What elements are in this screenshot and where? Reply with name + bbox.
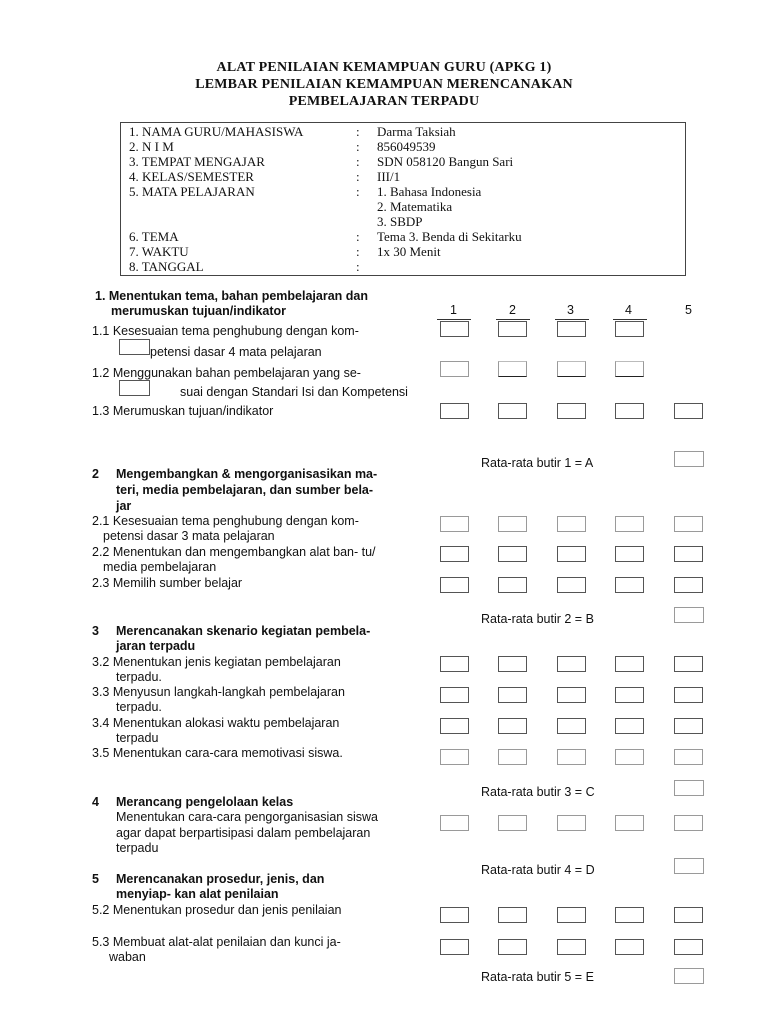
rata-rata-4-box[interactable] [674,858,704,874]
score-box-row7-col3[interactable] [557,656,586,672]
score-box-row9-col5[interactable] [674,718,703,734]
identity-value: 856049539 [377,139,436,154]
section-3-title-l2: jaran terpadu [116,639,196,653]
item-3-5: 3.5 Menentukan cara-cara memotivasi siswa. [92,746,343,760]
identity-box [120,122,686,276]
item-2-2-l2: media pembelajaran [103,560,217,574]
score-box-row5-col3[interactable] [557,546,586,562]
identity-label: 2. N I M [129,139,174,154]
scale-underline-2 [496,319,530,320]
score-box-row10-col3[interactable] [557,749,586,765]
section-4-title: Merancang pengelolaan kelas [116,795,294,809]
item-1-2-l1: 1.2 Menggunakan bahan pembelajaran yang se- [92,366,361,380]
score-box-row4-col2[interactable] [498,516,527,532]
section-2-title-l3: jar [116,499,132,513]
item-2-1-l1: 2.1 Kesesuaian tema penghubung dengan kom- [92,514,359,528]
score-box-row9-col2[interactable] [498,718,527,734]
score-box-row6-col4[interactable] [615,577,644,593]
item-5-3-l2: waban [109,950,146,964]
score-box-row13-col2[interactable] [498,939,527,955]
identity-value: III/1 [377,169,401,184]
score-box-row10-col5[interactable] [674,749,703,765]
rata-rata-1-label: Rata-rata butir 1 = A [481,456,594,470]
scale-underline-1 [437,319,471,320]
score-box-row2-col4[interactable] [615,361,644,377]
section-2-title-l1: Mengembangkan & mengorganisasikan ma- [116,467,378,481]
score-box-row12-col2[interactable] [498,907,527,923]
score-box-row13-col5[interactable] [674,939,703,955]
score-box-row2-col1[interactable] [440,361,469,377]
score-box-row11-col3[interactable] [557,815,586,831]
score-box-row9-col3[interactable] [557,718,586,734]
score-box-row1-col3[interactable] [557,321,586,337]
score-box-row6-col2[interactable] [498,577,527,593]
score-box-row6-col5[interactable] [674,577,703,593]
identity-label: 7. WAKTU [129,244,189,259]
score-box-row3-col1[interactable] [440,403,469,419]
score-box-row2-col2[interactable] [498,361,527,377]
score-box-row13-col3[interactable] [557,939,586,955]
identity-value: Tema 3. Benda di Sekitarku [377,229,522,244]
scale-label-3: 3 [567,303,574,317]
section-3-number: 3 [92,624,99,638]
score-box-row7-col5[interactable] [674,656,703,672]
score-box-row13-col1[interactable] [440,939,469,955]
score-box-row3-col3[interactable] [557,403,586,419]
score-box-row9-col4[interactable] [615,718,644,734]
rata-rata-5-label: Rata-rata butir 5 = E [481,970,594,984]
identity-colon: : [356,154,360,169]
page-title-line-1: ALAT PENILAIAN KEMAMPUAN GURU (APKG 1) [216,60,552,75]
section-4-desc-l1: Menentukan cara-cara pengorganisasian siswa [116,810,378,824]
item-3-4-l2: terpadu [116,731,159,745]
section-4-desc-l2: agar dapat berpartisipasi dalam pembelajaran [116,826,371,840]
identity-colon: : [356,229,360,244]
score-box-row8-col2[interactable] [498,687,527,703]
identity-label: 5. MATA PELAJARAN [129,184,255,199]
score-box-row7-col1[interactable] [440,656,469,672]
score-box-row11-col5[interactable] [674,815,703,831]
identity-value: 1x 30 Menit [377,244,441,259]
section-2-number: 2 [92,467,99,481]
item-3-3-l1: 3.3 Menyusun langkah-langkah pembelajaran [92,685,345,699]
identity-value: 3. SBDP [377,214,423,229]
score-box-row8-col4[interactable] [615,687,644,703]
identity-value: Darma Taksiah [377,124,456,139]
section-5-number: 5 [92,872,99,886]
scale-label-1: 1 [450,303,457,317]
identity-colon: : [356,244,360,259]
score-box-row11-col4[interactable] [615,815,644,831]
identity-colon: : [356,259,360,274]
score-box-row4-col1[interactable] [440,516,469,532]
item-3-3-l2: terpadu. [116,700,162,714]
scale-label-5: 5 [685,303,692,317]
score-box-row3-col5[interactable] [674,403,703,419]
score-box-row12-col4[interactable] [615,907,644,923]
score-box-row1-col1[interactable] [440,321,469,337]
score-box-row2-col3[interactable] [557,361,586,377]
score-box-row3-col2[interactable] [498,403,527,419]
item-2-3: 2.3 Memilih sumber belajar [92,576,243,590]
identity-label: 8. TANGGAL [129,259,204,274]
page-title-line-3: PEMBELAJARAN TERPADU [288,94,480,109]
rata-rata-2-box[interactable] [674,607,704,623]
scale-underline-4 [613,319,647,320]
item-1-1-inline-box[interactable] [119,339,150,355]
item-1-1-l2: petensi dasar 4 mata pelajaran [150,345,322,359]
score-box-row5-col4[interactable] [615,546,644,562]
section-5-title-l1: Merencanakan prosedur, jenis, dan [116,872,325,886]
identity-value: 1. Bahasa Indonesia [377,184,482,199]
score-box-row10-col2[interactable] [498,749,527,765]
item-1-2-l2: suai dengan Standari Isi dan Kompetensi [180,385,408,399]
item-2-2-l1: 2.2 Menentukan dan mengembangkan alat ban- tu/ [92,545,376,559]
section-3-title-l1: Merencanakan skenario kegiatan pembela- [116,624,371,638]
section-4-desc-l3: terpadu [116,841,159,855]
score-box-row6-col1[interactable] [440,577,469,593]
score-box-row9-col1[interactable] [440,718,469,734]
score-box-row12-col3[interactable] [557,907,586,923]
score-box-row11-col1[interactable] [440,815,469,831]
item-1-1-l1: 1.1 Kesesuaian tema penghubung dengan kom- [92,324,359,338]
identity-colon: : [356,184,360,199]
section-5-title-l2: menyiap- kan alat penilaian [116,887,279,901]
score-box-row12-col1[interactable] [440,907,469,923]
identity-colon: : [356,169,360,184]
identity-label: 1. NAMA GURU/MAHASISWA [129,124,304,139]
section-2-title-l2: teri, media pembelajaran, dan sumber bela- [116,483,374,497]
score-box-row1-col4[interactable] [615,321,644,337]
score-box-row10-col4[interactable] [615,749,644,765]
scale-label-2: 2 [509,303,516,317]
score-box-row13-col4[interactable] [615,939,644,955]
section-1-title-l2: merumuskan tujuan/indikator [111,304,287,318]
item-5-2: 5.2 Menentukan prosedur dan jenis penilaian [92,903,342,917]
score-box-row7-col4[interactable] [615,656,644,672]
identity-label: 6. TEMA [129,229,179,244]
section-4-number: 4 [92,795,99,809]
score-box-row4-col4[interactable] [615,516,644,532]
score-box-row12-col5[interactable] [674,907,703,923]
page-title-line-2: LEMBAR PENILAIAN KEMAMPUAN MERENCANAKAN [195,77,573,92]
score-box-row4-col3[interactable] [557,516,586,532]
score-box-row7-col2[interactable] [498,656,527,672]
item-5-3-l1: 5.3 Membuat alat-alat penilaian dan kunci ja- [92,935,341,949]
score-box-row5-col2[interactable] [498,546,527,562]
score-box-row4-col5[interactable] [674,516,703,532]
scale-underline-3 [555,319,589,320]
score-box-row8-col5[interactable] [674,687,703,703]
rata-rata-5-box[interactable] [674,968,704,984]
item-3-4-l1: 3.4 Menentukan alokasi waktu pembelajaran [92,716,340,730]
item-3-2-l1: 3.2 Menentukan jenis kegiatan pembelajaran [92,655,341,669]
item-3-2-l2: terpadu. [116,670,162,684]
item-2-1-l2: petensi dasar 3 mata pelajaran [103,529,275,543]
identity-value: 2. Matematika [377,199,453,214]
score-box-row11-col2[interactable] [498,815,527,831]
item-1-3: 1.3 Merumuskan tujuan/indikator [92,404,274,418]
section-1-title-l1: 1. Menentukan tema, bahan pembelajaran dan [95,289,368,303]
score-box-row8-col3[interactable] [557,687,586,703]
identity-value: SDN 058120 Bangun Sari [377,154,514,169]
score-box-row5-col5[interactable] [674,546,703,562]
rata-rata-2-label: Rata-rata butir 2 = B [481,612,594,626]
score-box-row6-col3[interactable] [557,577,586,593]
score-box-row1-col2[interactable] [498,321,527,337]
score-box-row10-col1[interactable] [440,749,469,765]
rata-rata-3-box[interactable] [674,780,704,796]
score-box-row5-col1[interactable] [440,546,469,562]
scale-label-4: 4 [625,303,632,317]
score-box-row8-col1[interactable] [440,687,469,703]
identity-colon: : [356,139,360,154]
rata-rata-1-box[interactable] [674,451,704,467]
identity-label: 3. TEMPAT MENGAJAR [129,154,265,169]
rata-rata-3-label: Rata-rata butir 3 = C [481,785,595,799]
identity-colon: : [356,124,360,139]
identity-label: 4. KELAS/SEMESTER [129,169,254,184]
rata-rata-4-label: Rata-rata butir 4 = D [481,863,595,877]
score-box-row3-col4[interactable] [615,403,644,419]
item-1-2-inline-box[interactable] [119,380,150,396]
